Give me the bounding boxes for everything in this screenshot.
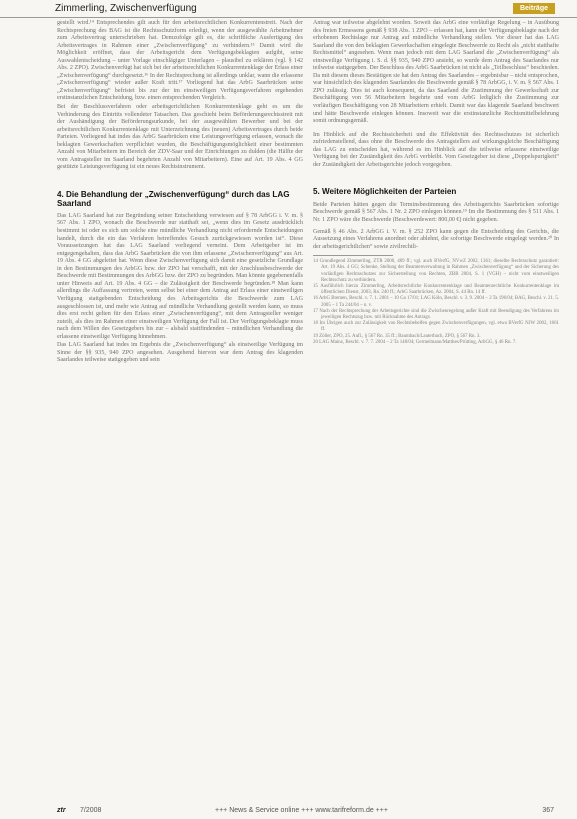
footnote: 15 Ausführlich hierzu Zimmerling, Arbeitsrechtliche Konkurrentenklage und Beamtenrechtliche Konkurrentenklage im öffentlichen Dienst, 2003, Rn. 240 ff.; ArbG Saarbrücken, Az. 2004, S. 44 Rn. 14 ff. (313, 283, 559, 296)
footnote-divider (313, 255, 393, 256)
footnote: 16 ArbG Bremen, Beschl. v. 7. 1. 2001 – 10 Ga 17/01; LAG Köln, Beschl. v. 3. 9. 2004 – 3 Ta 196/04; BAG, Beschl. v. 21. 5. 2005 – 1 Ta 244/04 – n. v. (313, 296, 559, 308)
body-paragraph: Bei der Beschlussverfahren oder arbeitsgerichtlichen Konkurrentenklage geht es um die Verhinderung des Eintritts vollendeter Tatsachen. Das geschieht beim Beförderungsrechtsstreit mit der Aushändigung der Beförderungsurkunde, bei der ausgewählten Bewerber und bei der arbeitsrechtlichen Konkurrentenklage mit Unterzeichnung des (neuen) Arbeitsvertrages durch beide Parteien. Vorliegend hat indes das ArbG Saarbrücken eine Leistungsverfügung erlassen, wonach die beklagten Gewerkschaften verpflichtet wurden, die Beschäftigungsmöglichkeit einer bestimmten Anzahl von Mitarbeitern im Bereich der ZDV-Saar und der Einrichtungen zu dulden (die Hälfte der vom Antragsteller im Saarland begehrten Anzahl von Mitarbeitern). Eine auf Art. 19 Abs. 4 GG gestützte Leistungsverfügung ist ein neues Rechtsinstrument. (57, 104, 303, 171)
section-heading: 5. Weitere Möglichkeiten der Parteien (313, 187, 457, 197)
footnote: 18 Im Übrigen auch zur Zulässigkeit von Rechtsbehelfen gegen Zwischenverfügungen, vgl. etwa BVerfG NJW 2002, 1661 ff. (313, 321, 559, 333)
journal-logo: ztr (57, 807, 66, 814)
footnote: 17 Nach der Rechtsprechung der Arbeitsgerichte sind die Zwischenregelung außer Kraft mit Beendigung des Verfahrens im jeweiligen Rechtszug bzw. mit Rücknahme des Antrags. (313, 308, 559, 320)
issue-number: 7/2008 (80, 807, 102, 814)
page-number: 367 (542, 807, 554, 814)
body-paragraph: Antrag war teilweise abgelehnt worden. Soweit das ArbG eine vorläufige Regelung – in Ausübung des freien Ermessens gemäß § 938 Abs. 1 ZPO – erlassen hat, kann der Verfügungsbeklagte nach der erhobenen Rechtslage nur Antrag auf mündliche Verhandlung stellen. Vor dieser hat das LAG Saarland die von den beklagten Gewerkschaften eingelegte Beschwerde zu Recht als „nicht statthafte Rechtsmittel“ angesehen. Wenn man jedoch mit dem LAG Saarland die „Zwischenverfügung“ als einstweilige Verfügung i. S. d. §§ 935, 940 ZPO ansieht, so wurde dem Antrag des Saarlandes nur teilweise stattgegeben. Der Beschluss des ArbG Saarbrücken ist nicht als „Teilbeschluss“ beschieden. Da mit diesem dieses Bestätigen sie hat den Antrag des Saarlandes – ergebnisbar – nicht entsprochen, war hinsichtlich des klagenden Saarlandes die Beschwerde gemäß § 78 ArbGG, i. V. m. § 567 Abs. 1 ZPO zulässig. Dies ist auch konsequent, da das Saarland die Zustimmung der Gewerkschaft zur Beschäftigung von 56 Mitarbeitern begehrte und vom ArbG lediglich die Zustimmung zur vorläufigen Beschäftigung von 28 Mitarbeitern erhielt. Damit war das klagende Saarland beschwert und hätte Beschwerde einlegen können. Insoweit war die erstinstanzliche Rechtsmittelbelehrung somit ordnungsgemäß. (313, 20, 559, 125)
running-title: Zimmerling, Zwischenverfügung (55, 3, 197, 14)
body-paragraph: Das LAG Saarland hat zur Begründung seiner Entscheidung verwiesen auf § 78 ArbGG i. V. m. § 567 Abs. 1 ZPO, wonach die Beschwerde nur statthaft sei, „wenn dies im Gesetz ausdrücklich bestimmt ist oder es sich um solche eine mündliche Verhandlung nicht erfordernde Entscheidungen handelt, durch die ein das Verfahren betreffendes Gesuch zurückgewiesen worden ist“. Diese Voraussetzungen hat das LAG Saarland vorliegend verneint. Dem Arbeitgeber ist im entgegengehalten, dass das ArbG Saarbrücken die von ihm erlassene „Zwischenverfügung“ aus Art. 19 Abs. 4 GG abgeleitet hat. Wenn diese Zwischenverfügung sich damit eine gesetzliche Grundlage in den Bestimmungen des ArbGG bzw. der ZPO hat verschafft, mit der Anschlussbeschwerde der Beschwerde mit Bestimmungen des ArbGG bzw. der ZPO zu begründen. Man könnte gegebenenfalls unter Hinweis auf Art. 19 Abs. 4 GG – die Zulässigkeit der Beschwerde begründen.¹⁸ Man kann allerdings die Auffassung vertreten, wenn selbst bei einer dem Antrag auf Erlass einer einstweiligen Verfügung stattgebenden Entscheidung des Arbeitsgerichts die Beschwerde zum LAG ausgeschlossen ist, und mehr wie Antrag auf mündliche Verhandlung gestellt werden kann, so muss dies erst recht gelten für den Erlass einer „Zwischenverfügung“, mit dem Antragsteller weniger zuteilt, als dies im Rahmen einer einstweiligen Verfügung der Fall ist. Der Verfügungsbeklagte muss nach dem Willen des Gesetzgebers bis zur – alsbald stattfindenden – mündlichen Verhandlung die erlassene einstweilige Verfügung hinnehmen. (57, 212, 303, 340)
section-heading: 4. Die Behandlung der „Zwischenverfügung“ durch das LAG Saarland (57, 189, 290, 209)
footnote: 20 LAG Mainz, Beschl. v. 7. 7. 2004 – 2 Ta 148/04; Germelmann/Matthes/Prütting, ArbGG, § 46 Rn. 7. (313, 339, 517, 345)
body-paragraph: Beide Parteien hätten gegen die Terminsbestimmung des Arbeitsgerichts Saarbrücken sofortige Beschwerde gemäß § 567 Abs. 1 Nr. 2 ZPO einlegen können.¹⁹ Im die Bestimmung des § 511 Abs. 1 Nr. 1 ZPO wäre die Beschwerde (Beschwerdewert: 800,00 €) nicht gegeben. (313, 201, 559, 223)
body-paragraph: Im Hinblick auf die Rechtssicherheit und die Effektivität des Rechtsschutzes ist sicherlich zufriedenstellend, dass ohne die Beschwerde des Antragstellers auf wirkungsgleiche Beschäftigung das LAG zu entscheiden hat, während es im Hinblick auf die teilweise erlassene einstweilige Verfügung bei der Zuständigkeit des ArbG verbleibt. Vom Gesetzgeber ist diese „Doppelspurigkeit“ der Zuständigkeit der Arbeitsgerichte jedoch vorgegeben. (313, 131, 559, 168)
right-column (313, 20, 559, 346)
body-paragraph: Das LAG Saarland hat indes im Ergebnis die „Zwischenverfügung“ als einstweilige Verfügung im Sinne der §§ 935, 940 ZPO angesehen. Ausgehend hiervon war dem Antrag des klagenden Saarlandes teilweise stattgegeben und sein (57, 342, 303, 364)
page-footer (0, 806, 577, 819)
running-header (0, 0, 577, 18)
footnote: 19 Zöller, ZPO, 25. Aufl., § 567 Rn. 35 ff.; Baumbach/Lauterbach, ZPO, § 567 Rn. 3. (313, 333, 481, 339)
body-paragraph: Gemäß § 46 Abs. 2 ArbGG i. V. m. § 252 ZPO kann gegen die Entscheidung des Gerichts, die Aussetzung eines Verfahrens anordnet oder ablehnt, die sofortige Beschwerde eingelegt werden.²⁰ In der arbeitsgerichtlichen“ sowie zivilrechtli- (313, 228, 559, 250)
footer-website: +++ News & Service online +++ www.tarifreform.de +++ (215, 807, 388, 814)
footnote: 14 Grundlegend Zimmerling, ZTR 2000, 489 ff.; vgl. auch BVerfG, NVwZ 2002, 1361; dieselbe Rechtsschutz garantiert: Art. 19 Abs. 4 GG; Schenke, Stellung der Beamtenverwaltung in Rahmen „Zwischenverfügung“ und der Sicherung des vorläufigen Rechtsschutzes zur Sicherstellung von Rechten, ZBR 2004, S. 1 (VGH) – nicht vom einstweiligen Rechtsschutz zu verhindern. (313, 259, 559, 283)
left-column (57, 20, 303, 365)
section-tag: Beiträge (513, 3, 555, 14)
body-paragraph: gestellt wird.¹⁴ Entsprechendes gilt auch für den arbeitsrechtlichen Konkurrentenstreit. Nach der Rechtsprechung des BAG ist die Rechtsschutzform erledigt, wenn der ausgewählte Arbeitnehmer zum Arbeitsvertrag unterschrieben hat. Demzufolge gilt es, die schriftliche Ausfertigung des Arbeitsvertrages in Rahmen einer „Zwischenverfügung“ zu verhindern.¹⁵ Damit wird die Möglichkeit eröffnet, dass der Arbeitsgericht dem Verfügungsbeklagten aufgibt, seine Auswahlentscheidung – unter Vorlage einschlägiger Unterlagen – plausibel zu erklären (vgl. § 142 Abs. 2 ZPO). Zwischenverfügt hat sich bei der arbeitsrechtlichen Konkurrentenklage der Erlass einer „Zwischenverfügung“ durchgesetzt.¹⁶ In der Rechtsprechung ist allerdings unklar, wann die erlassene „Zwischenverfügung“ wieder außer Kraft tritt.¹⁷ Vorliegend hat das ArbG Saarbrücken seine „Zwischenverfügung“ befristet bis zur der im einstweiligen Verfügungsverfahren ergehenden erstinstanzlichen Entscheidung, bzw. einen entsprechenden Vergleich. (57, 20, 303, 102)
